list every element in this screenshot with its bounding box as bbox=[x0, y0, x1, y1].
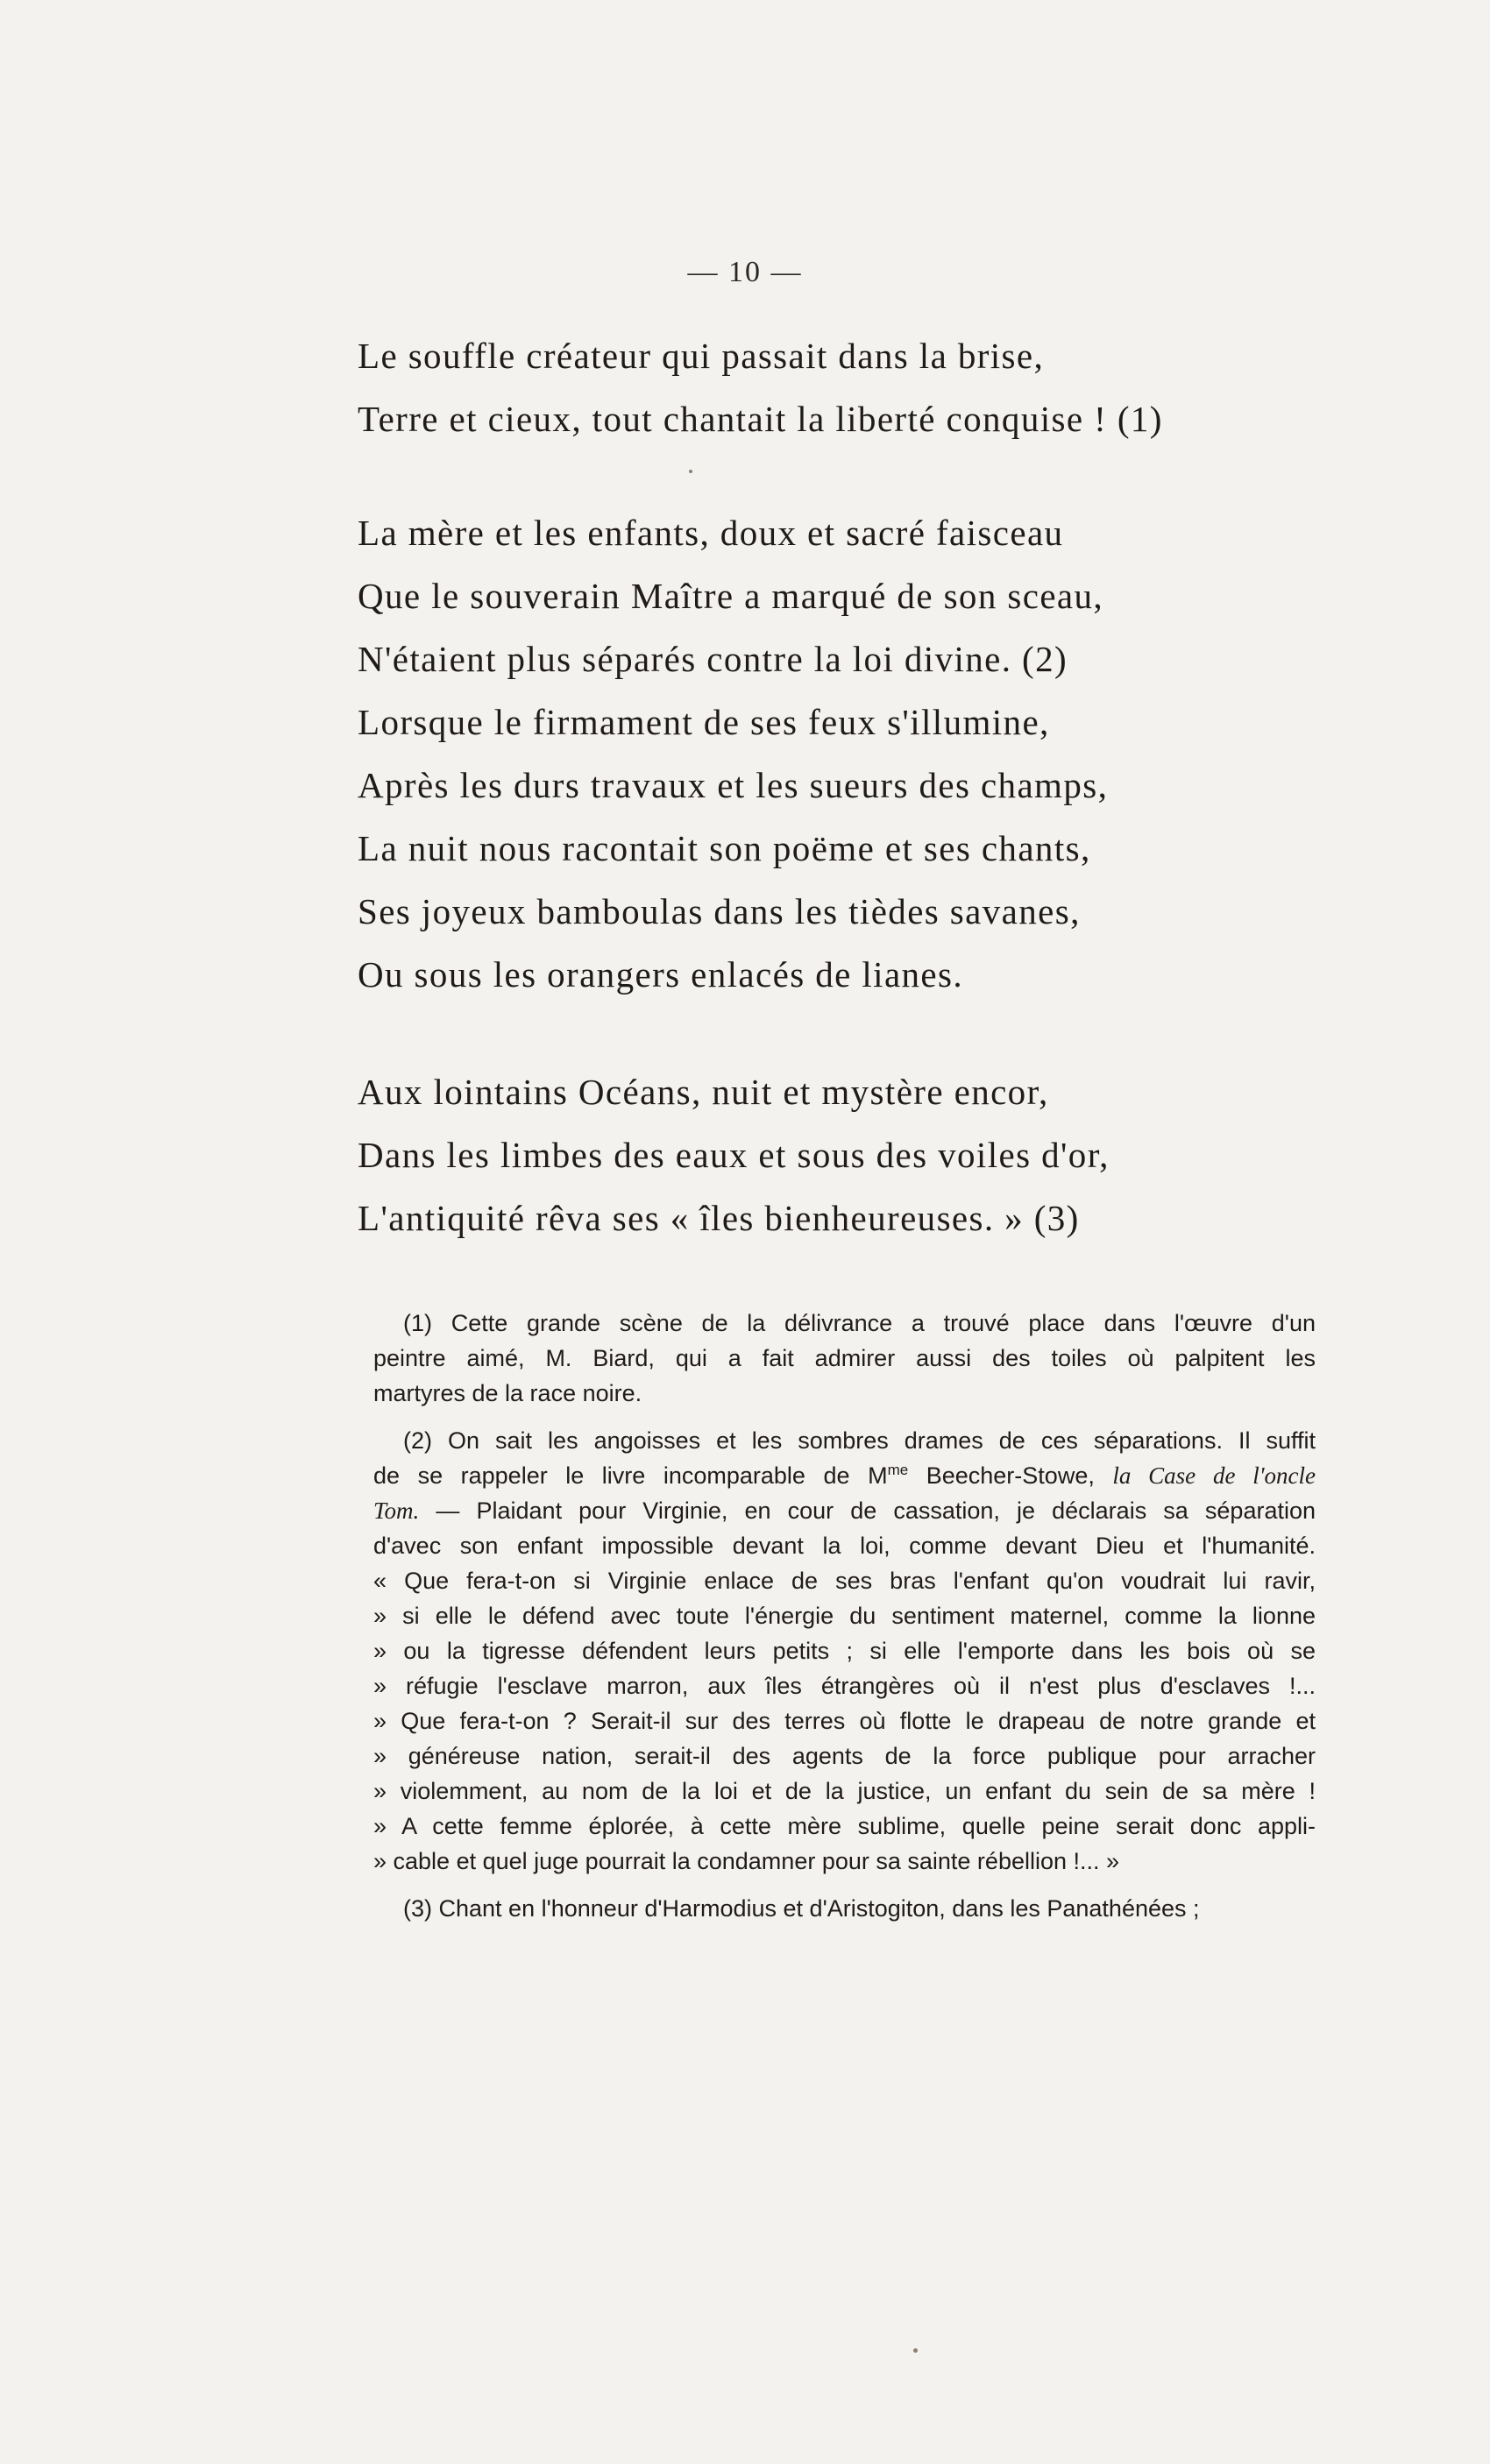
verse-line: Après les durs travaux et les sueurs des champs, bbox=[358, 765, 1109, 805]
footnote-line: » ou la tigresse défendent leurs petits ; si elle l'emporte dans les bois où se bbox=[373, 1638, 1316, 1664]
footnote-line bbox=[373, 1493, 1316, 1528]
page-number: — 10 — bbox=[687, 256, 803, 288]
footnote-line: « Que fera-t-on si Virginie enlace de ses bras l'enfant qu'on voudrait lui ravir, bbox=[373, 1568, 1316, 1594]
footnote-superscript: me bbox=[887, 1462, 909, 1478]
verse-line: Le souffle créateur qui passait dans la brise, bbox=[358, 336, 1045, 376]
verse-line: Terre et cieux, tout chantait la liberté conquise ! (1) bbox=[358, 399, 1163, 439]
verse-line: La nuit nous racontait son poëme et ses chants, bbox=[358, 828, 1091, 868]
footnote-line: » A cette femme éplorée, à cette mère sublime, quelle peine serait donc appli- bbox=[373, 1813, 1316, 1839]
footnote-line: (1) Cette grande scène de la délivrance a trouvé place dans l'œuvre d'un bbox=[403, 1310, 1316, 1336]
footnote-text: de se rappeler le livre incomparable de M bbox=[373, 1462, 888, 1489]
verse-line: N'étaient plus séparés contre la loi divine. (2) bbox=[358, 639, 1068, 679]
paper-speck bbox=[689, 470, 692, 473]
footnote-line: martyres de la race noire. bbox=[373, 1380, 642, 1406]
footnote-line: » violemment, au nom de la loi et de la justice, un enfant du sein de sa mère ! bbox=[373, 1778, 1316, 1804]
footnote-line bbox=[373, 1458, 1316, 1493]
verse-line: L'antiquité rêva ses « îles bienheureuses. » (3) bbox=[358, 1198, 1080, 1238]
book-title: Tom. bbox=[373, 1498, 420, 1524]
verse-line: Lorsque le firmament de ses feux s'illumine, bbox=[358, 702, 1050, 742]
footnote-line: (2) On sait les angoisses et les sombres drames de ces séparations. Il suffit bbox=[403, 1427, 1316, 1454]
stanza-1 bbox=[358, 324, 1269, 450]
verse-line: La mère et les enfants, doux et sacré faisceau bbox=[358, 513, 1064, 553]
stanza-2 bbox=[358, 501, 1269, 1006]
verse-line: Dans les limbes des eaux et sous des voiles d'or, bbox=[358, 1135, 1110, 1175]
footnote-line: » généreuse nation, serait-il des agents de la force publique pour arracher bbox=[373, 1743, 1316, 1769]
stanza-3 bbox=[358, 1060, 1269, 1250]
book-title: la Case de l'oncle bbox=[1112, 1462, 1316, 1489]
footnote-line: » réfugie l'esclave marron, aux îles étrangères où il n'est plus d'esclaves !... bbox=[373, 1673, 1316, 1699]
footnote-text: Beecher-Stowe, bbox=[908, 1462, 1113, 1489]
footnote-line: » si elle le défend avec toute l'énergie du sentiment maternel, comme la lionne bbox=[373, 1603, 1316, 1629]
footnote-text: — Plaidant pour Virginie, en cour de cassation, je déclarais sa séparation bbox=[419, 1498, 1316, 1524]
footnote-line: (3) Chant en l'honneur d'Harmodius et d'Aristogiton, dans les Panathénées ; bbox=[403, 1895, 1200, 1922]
footnote-line: d'avec son enfant impossible devant la loi, comme devant Dieu et l'humanité. bbox=[373, 1533, 1316, 1559]
verse-line: Ou sous les orangers enlacés de lianes. bbox=[358, 954, 964, 995]
footnote-3 bbox=[373, 1891, 1316, 1926]
paper-speck bbox=[913, 2348, 918, 2353]
footnote-line: » cable et quel juge pourrait la condamner pour sa sainte rébellion !... » bbox=[373, 1848, 1120, 1874]
footnote-line: » Que fera-t-on ? Serait-il sur des terres où flotte le drapeau de notre grande et bbox=[373, 1708, 1316, 1734]
verse-line: Ses joyeux bamboulas dans les tièdes savanes, bbox=[358, 891, 1081, 931]
footnotes bbox=[373, 1306, 1316, 1938]
verse-line: Que le souverain Maître a marqué de son sceau, bbox=[358, 576, 1104, 616]
footnote-1 bbox=[373, 1306, 1316, 1411]
verse-line: Aux lointains Océans, nuit et mystère encor, bbox=[358, 1072, 1049, 1112]
footnote-line: peintre aimé, M. Biard, qui a fait admirer aussi des toiles où palpitent les bbox=[373, 1345, 1316, 1371]
footnote-2 bbox=[373, 1423, 1316, 1879]
